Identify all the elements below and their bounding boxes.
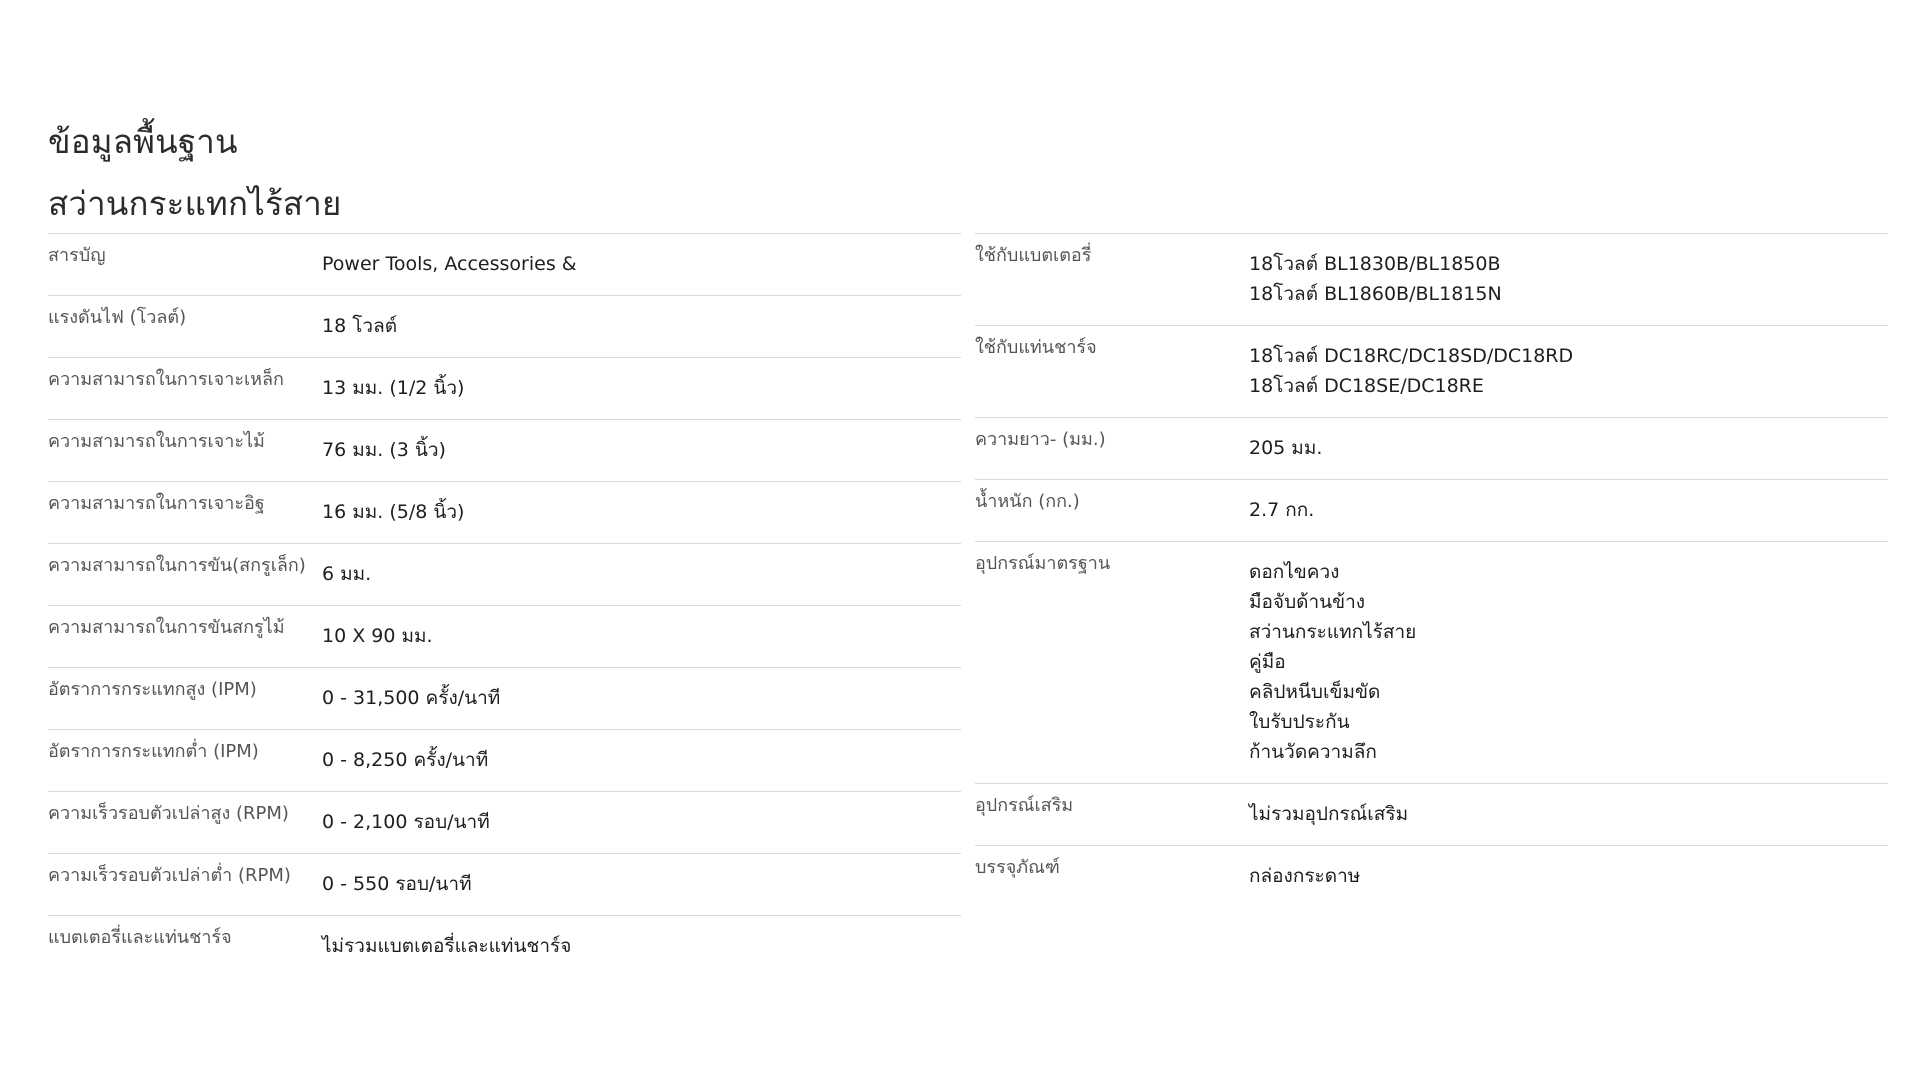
spec-value-line: ดอกไขควง: [1249, 561, 1340, 583]
spec-value-line: กล่องกระดาษ: [1249, 865, 1361, 887]
spec-label: อัตราการกระแทกต่ำ (IPM): [48, 741, 259, 762]
spec-value: [322, 431, 961, 465]
spec-row: [975, 326, 1888, 418]
spec-label: ความยาว- (มม.): [975, 429, 1106, 450]
spec-column-right: [975, 233, 1888, 977]
spec-value: [322, 307, 961, 341]
section-title: ข้อมูลพื้นฐาน: [48, 122, 238, 161]
spec-label: ใช้กับแบตเตอรี่: [975, 245, 1092, 266]
spec-value-line: 6 มม.: [322, 563, 372, 585]
spec-row: [48, 358, 961, 420]
spec-label: ความสามารถในการเจาะอิฐ: [48, 493, 265, 514]
spec-value: [1249, 337, 1888, 401]
spec-label: อุปกรณ์เสริม: [975, 795, 1074, 816]
spec-value: [322, 555, 961, 589]
spec-value-line: ใบรับประกัน: [1249, 711, 1350, 733]
spec-label: ความสามารถในการขัน(สกรูเล็ก): [48, 555, 306, 576]
spec-label: แบตเตอรี่และแท่นชาร์จ: [48, 927, 232, 948]
spec-value: [1249, 857, 1888, 891]
spec-label: น้ำหนัก (กก.): [975, 491, 1080, 512]
spec-value: [1249, 429, 1888, 463]
spec-value-line: 0 - 8,250 ครั้ง/นาที: [322, 749, 489, 771]
spec-row: [48, 668, 961, 730]
spec-row: [975, 846, 1888, 907]
spec-value-line: 18โวลต์ DC18SE/DC18RE: [1249, 375, 1484, 397]
spec-value: [322, 865, 961, 899]
spec-row: [48, 854, 961, 916]
spec-row: [48, 916, 961, 977]
spec-value-line: คู่มือ: [1249, 651, 1286, 673]
spec-value-line: สว่านกระแทกไร้สาย: [1249, 621, 1417, 643]
spec-value: [1249, 795, 1888, 829]
spec-value-line: 10 X 90 มม.: [322, 625, 433, 647]
spec-label: อุปกรณ์มาตรฐาน: [975, 553, 1111, 574]
spec-value-line: ไม่รวมแบตเตอรี่และแท่นชาร์จ: [322, 935, 572, 957]
spec-label: ความสามารถในการขันสกรูไม้: [48, 617, 285, 638]
spec-value-line: 16 มม. (5/8 นิ้ว): [322, 501, 465, 523]
spec-row: [48, 730, 961, 792]
spec-label: ความสามารถในการเจาะไม้: [48, 431, 265, 452]
product-title: สว่านกระแทกไร้สาย: [48, 184, 342, 223]
spec-value: [322, 617, 961, 651]
spec-value: [322, 369, 961, 403]
spec-label: บรรจุภัณฑ์: [975, 857, 1060, 878]
spec-value-line: คลิปหนีบเข็มขัด: [1249, 681, 1381, 703]
spec-value-line: 0 - 550 รอบ/นาที: [322, 873, 472, 895]
spec-value-line: ไม่รวมอุปกรณ์เสริม: [1249, 803, 1409, 825]
spec-value-line: ก้านวัดความลึก: [1249, 741, 1377, 763]
spec-row: [48, 792, 961, 854]
spec-value-line: 18โวลต์ BL1830B/BL1850B: [1249, 253, 1501, 275]
spec-row: [975, 480, 1888, 542]
spec-column-left: [48, 233, 961, 977]
spec-label: ความเร็วรอบตัวเปล่าสูง (RPM): [48, 803, 289, 824]
spec-row: [48, 234, 961, 296]
spec-table: [48, 233, 1888, 977]
spec-value-line: 18โวลต์ DC18RC/DC18SD/DC18RD: [1249, 345, 1574, 367]
spec-value-line: 2.7 กก.: [1249, 499, 1315, 521]
spec-label: ใช้กับแท่นชาร์จ: [975, 337, 1097, 358]
spec-value: [322, 679, 961, 713]
spec-row: [975, 542, 1888, 784]
spec-value: [1249, 553, 1888, 767]
spec-value: [322, 493, 961, 527]
spec-value-line: มือจับด้านข้าง: [1249, 591, 1366, 613]
spec-value: [1249, 491, 1888, 525]
spec-value-line: 18โวลต์ BL1860B/BL1815N: [1249, 283, 1502, 305]
spec-label: ความสามารถในการเจาะเหล็ก: [48, 369, 284, 390]
spec-value: [322, 741, 961, 775]
spec-label: อัตราการกระแทกสูง (IPM): [48, 679, 257, 700]
spec-row: [48, 420, 961, 482]
spec-value-line: 205 มม.: [1249, 437, 1323, 459]
spec-value: [322, 803, 961, 837]
spec-row: [975, 784, 1888, 846]
spec-value: [322, 927, 961, 961]
spec-value-line: 18 โวลต์: [322, 315, 398, 337]
spec-value: [322, 245, 961, 279]
spec-page: [48, 118, 1888, 977]
spec-label: แรงดันไฟ (โวลต์): [48, 307, 187, 328]
spec-value: [1249, 245, 1888, 309]
spec-row: [48, 544, 961, 606]
spec-value-line: Power Tools, Accessories &: [322, 253, 577, 275]
spec-value-line: 13 มม. (1/2 นิ้ว): [322, 377, 465, 399]
spec-row: [48, 606, 961, 668]
spec-value-line: 0 - 2,100 รอบ/นาที: [322, 811, 490, 833]
spec-row: [48, 482, 961, 544]
spec-row: [48, 296, 961, 358]
spec-value-line: 0 - 31,500 ครั้ง/นาที: [322, 687, 501, 709]
spec-row: [975, 418, 1888, 480]
spec-label: ความเร็วรอบตัวเปล่าต่ำ (RPM): [48, 865, 291, 886]
spec-row: [975, 234, 1888, 326]
spec-label: สารบัญ: [48, 245, 106, 266]
spec-value-line: 76 มม. (3 นิ้ว): [322, 439, 446, 461]
